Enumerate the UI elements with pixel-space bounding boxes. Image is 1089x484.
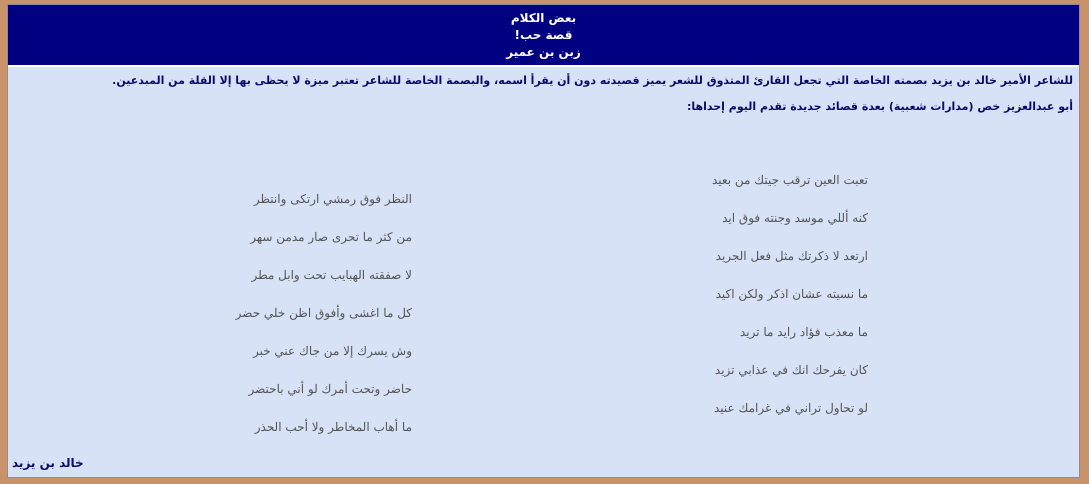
article-author: زبن بن عمير bbox=[506, 45, 581, 59]
section-title: بعض الكلام bbox=[510, 11, 577, 25]
article-header bbox=[8, 5, 1079, 67]
poem-left-column bbox=[112, 186, 412, 456]
poem-verse: لو تحاول تراني في غرامك عنيد bbox=[713, 401, 868, 415]
poem-verse: ما معذب فؤاد رايد ما تريد bbox=[739, 325, 868, 339]
intro-paragraph-1: للشاعر الأمير خالد بن يزيد بصمته الخاصة التي تجعل القارئ المتذوق للشعر يميز قصيدته دون أن يقرأ اسمه، والبصمة الخاصة للشاعر تعتبر ميزة لا يحظى بها إلا القلة من المبدعين. bbox=[112, 74, 1073, 87]
poet-signature: خالد بن يزيد bbox=[12, 456, 84, 470]
poem-verse: من كثر ما تحرى صار مدمن سهر bbox=[250, 230, 412, 244]
article-intro bbox=[8, 67, 1079, 114]
article-title: قصة حب! bbox=[514, 28, 573, 42]
poem-verse: ما أهاب المخاطر ولا أحب الحذر bbox=[254, 420, 412, 434]
poem-verse: حاضر وتحت أمرك لو أني باحتضر bbox=[248, 382, 412, 396]
article-panel bbox=[7, 4, 1080, 478]
poem-verse: النظر فوق رمشي ارتكى وانتظر bbox=[253, 192, 412, 206]
poem-verse: ارتعد لا ذكرتك مثل فعل الجريد bbox=[715, 249, 868, 263]
poem-verse: وش يسرك إلا من جاك عني خبر bbox=[252, 344, 412, 358]
poem-verse: لا صفقته الهبايب تحت وابل مطر bbox=[251, 268, 412, 282]
poem-right-column bbox=[568, 167, 868, 437]
intro-paragraph-2: أبو عبدالعزيز خص (مدارات شعبية) بعدة قصائد جديدة تقدم اليوم إحداها: bbox=[686, 100, 1073, 113]
poem-verse: ما نسيته عشان اذكر ولكن اكيد bbox=[715, 287, 868, 301]
poem-verse: تعبت العين ترقب جيتك من بعيد bbox=[711, 173, 868, 187]
poem-verse: كان يفرحك انك في عذابي تزيد bbox=[714, 363, 868, 377]
poem-verse: كل ما اغشى وأفوق اظن خلي حضر bbox=[235, 306, 412, 320]
poem-verse: كنه أللي موسد وجنته فوق ايد bbox=[722, 211, 868, 225]
